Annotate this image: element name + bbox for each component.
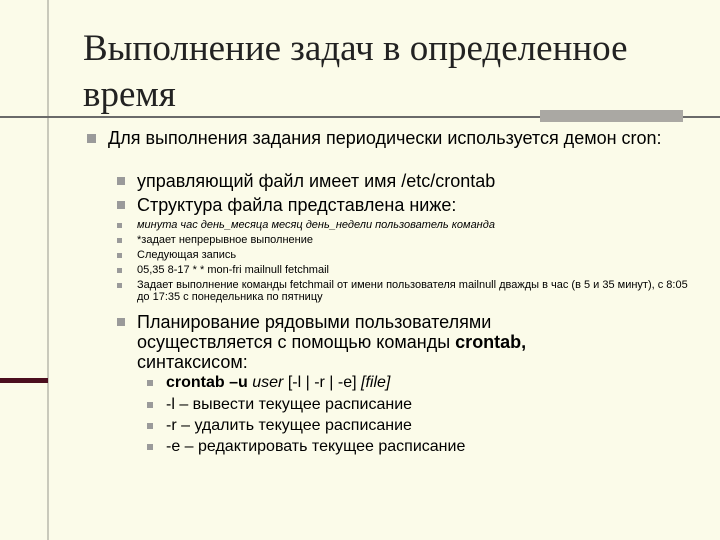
square-bullet-icon [117, 223, 122, 228]
title-accent-bar [540, 110, 683, 122]
square-bullet-icon [147, 444, 153, 450]
crontab-text-after: синтаксисом: [137, 352, 248, 372]
small-bullet-2 [117, 249, 697, 261]
option-list-item-0 [147, 394, 687, 415]
syntax-file: [file] [361, 374, 391, 391]
square-bullet-icon [117, 238, 122, 243]
small-bullet-text: Задает выполнение команды fetchmail от имени пользователя mailnull дважды в час (в 5 и 35 минут), с 8:05 до 17:35 с понедельника по пятницу [137, 279, 688, 303]
crontab-command: crontab, [455, 332, 527, 352]
syntax-options: [-l | -r | -e] [283, 374, 362, 391]
square-bullet-icon [117, 253, 122, 258]
left-vertical-rule [47, 0, 49, 540]
small-bullet-text: *задает непрерывное выполнение [137, 234, 313, 246]
syntax-text [166, 372, 390, 393]
bullet-cron-text: Для выполнения задания периодически используется демон cron: [108, 128, 662, 148]
syntax-line [147, 372, 687, 393]
square-bullet-icon [117, 318, 125, 326]
small-bullet-0 [117, 219, 697, 231]
square-bullet-icon [87, 134, 96, 143]
option-text: -e – редактировать текущее расписание [166, 438, 466, 455]
square-bullet-icon [117, 201, 125, 209]
small-bullet-text: Следующая запись [137, 249, 237, 261]
small-bullet-4 [117, 279, 690, 303]
square-bullet-icon [117, 268, 122, 273]
sub-bullet-text: Структура файла представлена ниже: [137, 195, 457, 215]
small-bullet-3 [117, 264, 697, 276]
square-bullet-icon [147, 380, 153, 386]
option-text: -l – вывести текущее расписание [166, 396, 413, 413]
bullet-crontab [117, 312, 587, 372]
square-bullet-icon [147, 423, 153, 429]
small-bullet-text: 05,35 8-17 * * mon-fri mailnull fetchmail [137, 264, 329, 276]
left-accent-bar [0, 378, 48, 383]
square-bullet-icon [117, 177, 125, 185]
bullet-crontab-text [137, 312, 587, 372]
square-bullet-icon [147, 402, 153, 408]
sub-bullet-0 [117, 171, 697, 191]
bullet-cron [87, 129, 697, 148]
sub-bullet-text: управляющий файл имеет имя /etc/crontab [137, 171, 496, 191]
small-bullet-1 [117, 234, 697, 246]
option-list-item-1 [147, 415, 687, 436]
syntax-user: user [252, 374, 284, 391]
slide-title: Выполнение задач в определенное время [83, 28, 628, 115]
syntax-cmd: crontab –u [166, 374, 248, 391]
small-bullet-text: минута час день_месяца месяц день_недели пользователь команда [137, 219, 495, 231]
option-list-item-2 [147, 436, 687, 457]
option-text: -r – удалить текущее расписание [166, 417, 412, 434]
square-bullet-icon [117, 283, 122, 288]
sub-bullet-1 [117, 195, 697, 215]
crontab-text-before: Планирование рядовыми пользователями осуществляется с помощью команды [137, 312, 492, 352]
